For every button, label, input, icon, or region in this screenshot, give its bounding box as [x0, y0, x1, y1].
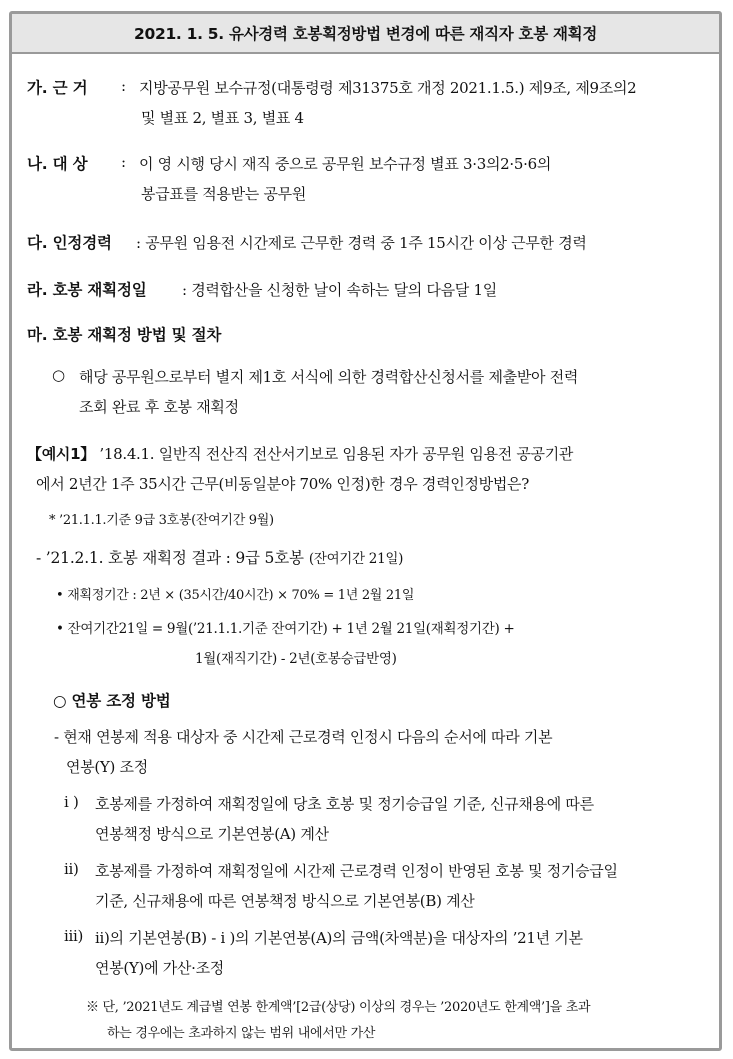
document-title: 2021. 1. 5. 유사경력 호봉획정방법 변경에 따른 재직자 호봉 재획정 [12, 14, 719, 54]
salary-dash-line2: 연봉(Y) 조정 [66, 758, 148, 776]
section-da-text: : 공무원 임용전 시간제로 근무한 경력 중 1주 15시간 이상 근무한 경력 [136, 234, 587, 252]
section-ma-line2: 조회 완료 후 호봉 재획정 [79, 398, 239, 416]
example-result-sub: (잔여기간 21일) [308, 551, 404, 567]
salary-dash-line1: - 현재 연봉제 적용 대상자 중 시간제 근로경력 인정시 다음의 순서에 따라 기본 [54, 728, 553, 746]
example-line1: ’18.4.1. 일반직 전산직 전산서기보로 임용된 자가 공무원 임용전 공공기관 [99, 445, 574, 463]
salary-i-mark: i ) [64, 793, 79, 811]
example-dot2-line1: • 잔여기간21일 = 9월(’21.1.1.기준 잔여기간) + 1년 2월 21일(재획정기간) + [56, 621, 515, 637]
section-da-label: 다. 인정경력 [27, 234, 112, 252]
example-block [27, 443, 573, 464]
salary-ii-line2: 기준, 신규채용에 따른 연봉책정 방식으로 기본연봉(B) 계산 [95, 892, 475, 910]
example-dot1: • 재획정기간 : 2년 × (35시간/40시간) × 70% = 1년 2월 21일 [56, 588, 415, 603]
salary-ii-mark: ii) [64, 860, 79, 878]
section-ga-line2: 및 별표 2, 별표 3, 별표 4 [141, 109, 304, 127]
section-ma-line1: 해당 공무원으로부터 별지 제1호 서식에 의한 경력합산신청서를 제출받아 전력 [79, 368, 579, 386]
section-ra-label: 라. 호봉 재획정일 [27, 281, 147, 299]
salary-i-line1: 호봉제를 가정하여 재획정일에 당초 호봉 및 정기승급일 기준, 신규채용에 따른 [95, 795, 594, 813]
section-ma-label: 마. 호봉 재획정 방법 및 절차 [27, 326, 222, 344]
section-ga-label: 가. 근 거 [27, 79, 88, 97]
salary-iii-line2: 연봉(Y)에 가산·조정 [95, 959, 224, 977]
salary-iii-line1: ii)의 기본연봉(B) - i )의 기본연봉(A)의 금액(차액분)을 대상자의 ’21년 기본 [95, 929, 583, 947]
section-na-colon: : [121, 153, 126, 171]
example-note: * ’21.1.1.기준 9급 3호봉(잔여기간 9월) [49, 513, 274, 528]
section-na-line2: 봉급표를 적용받는 공무원 [141, 185, 307, 203]
example-line2: 에서 2년간 1주 35시간 근무(비동일분야 70% 인정)한 경우 경력인정방법은? [36, 475, 529, 493]
section-ma-bullet: ○ [52, 366, 65, 384]
section-ga-line1: 지방공무원 보수규정(대통령령 제31375호 개정 2021.1.5.) 제9조, 제9조의2 [139, 79, 637, 97]
example-result [36, 546, 403, 568]
salary-note-line2: 하는 경우에는 초과하지 않는 범위 내에서만 가산 [107, 1026, 376, 1041]
example-dot2-line2: 1월(재직기간) - 2년(호봉승급반영) [195, 651, 397, 667]
example-tag: 【예시1】 [27, 445, 95, 463]
section-na-label: 나. 대 상 [27, 155, 88, 173]
salary-ii-line1: 호봉제를 가정하여 재획정일에 시간제 근로경력 인정이 반영된 호봉 및 정기승급일 [95, 862, 618, 880]
salary-note-line1: ※ 단, ’2021년도 계급별 연봉 한계액’[2급(상당) 이상의 경우는 ’2020년도 한계액’]을 초과 [86, 1000, 591, 1015]
example-result-main: - ’21.2.1. 호봉 재획정 결과 : 9급 5호봉 [36, 549, 304, 567]
salary-i-line2: 연봉책정 방식으로 기본연봉(A) 계산 [95, 825, 329, 843]
salary-heading: ○ 연봉 조정 방법 [53, 692, 171, 710]
section-ra-text: : 경력합산을 신청한 날이 속하는 달의 다음달 1일 [182, 281, 497, 299]
salary-iii-mark: iii) [64, 927, 84, 945]
section-ga-colon: : [121, 77, 126, 95]
section-na-line1: 이 영 시행 당시 재직 중으로 공무원 보수규정 별표 3·3의2·5·6의 [139, 155, 552, 173]
